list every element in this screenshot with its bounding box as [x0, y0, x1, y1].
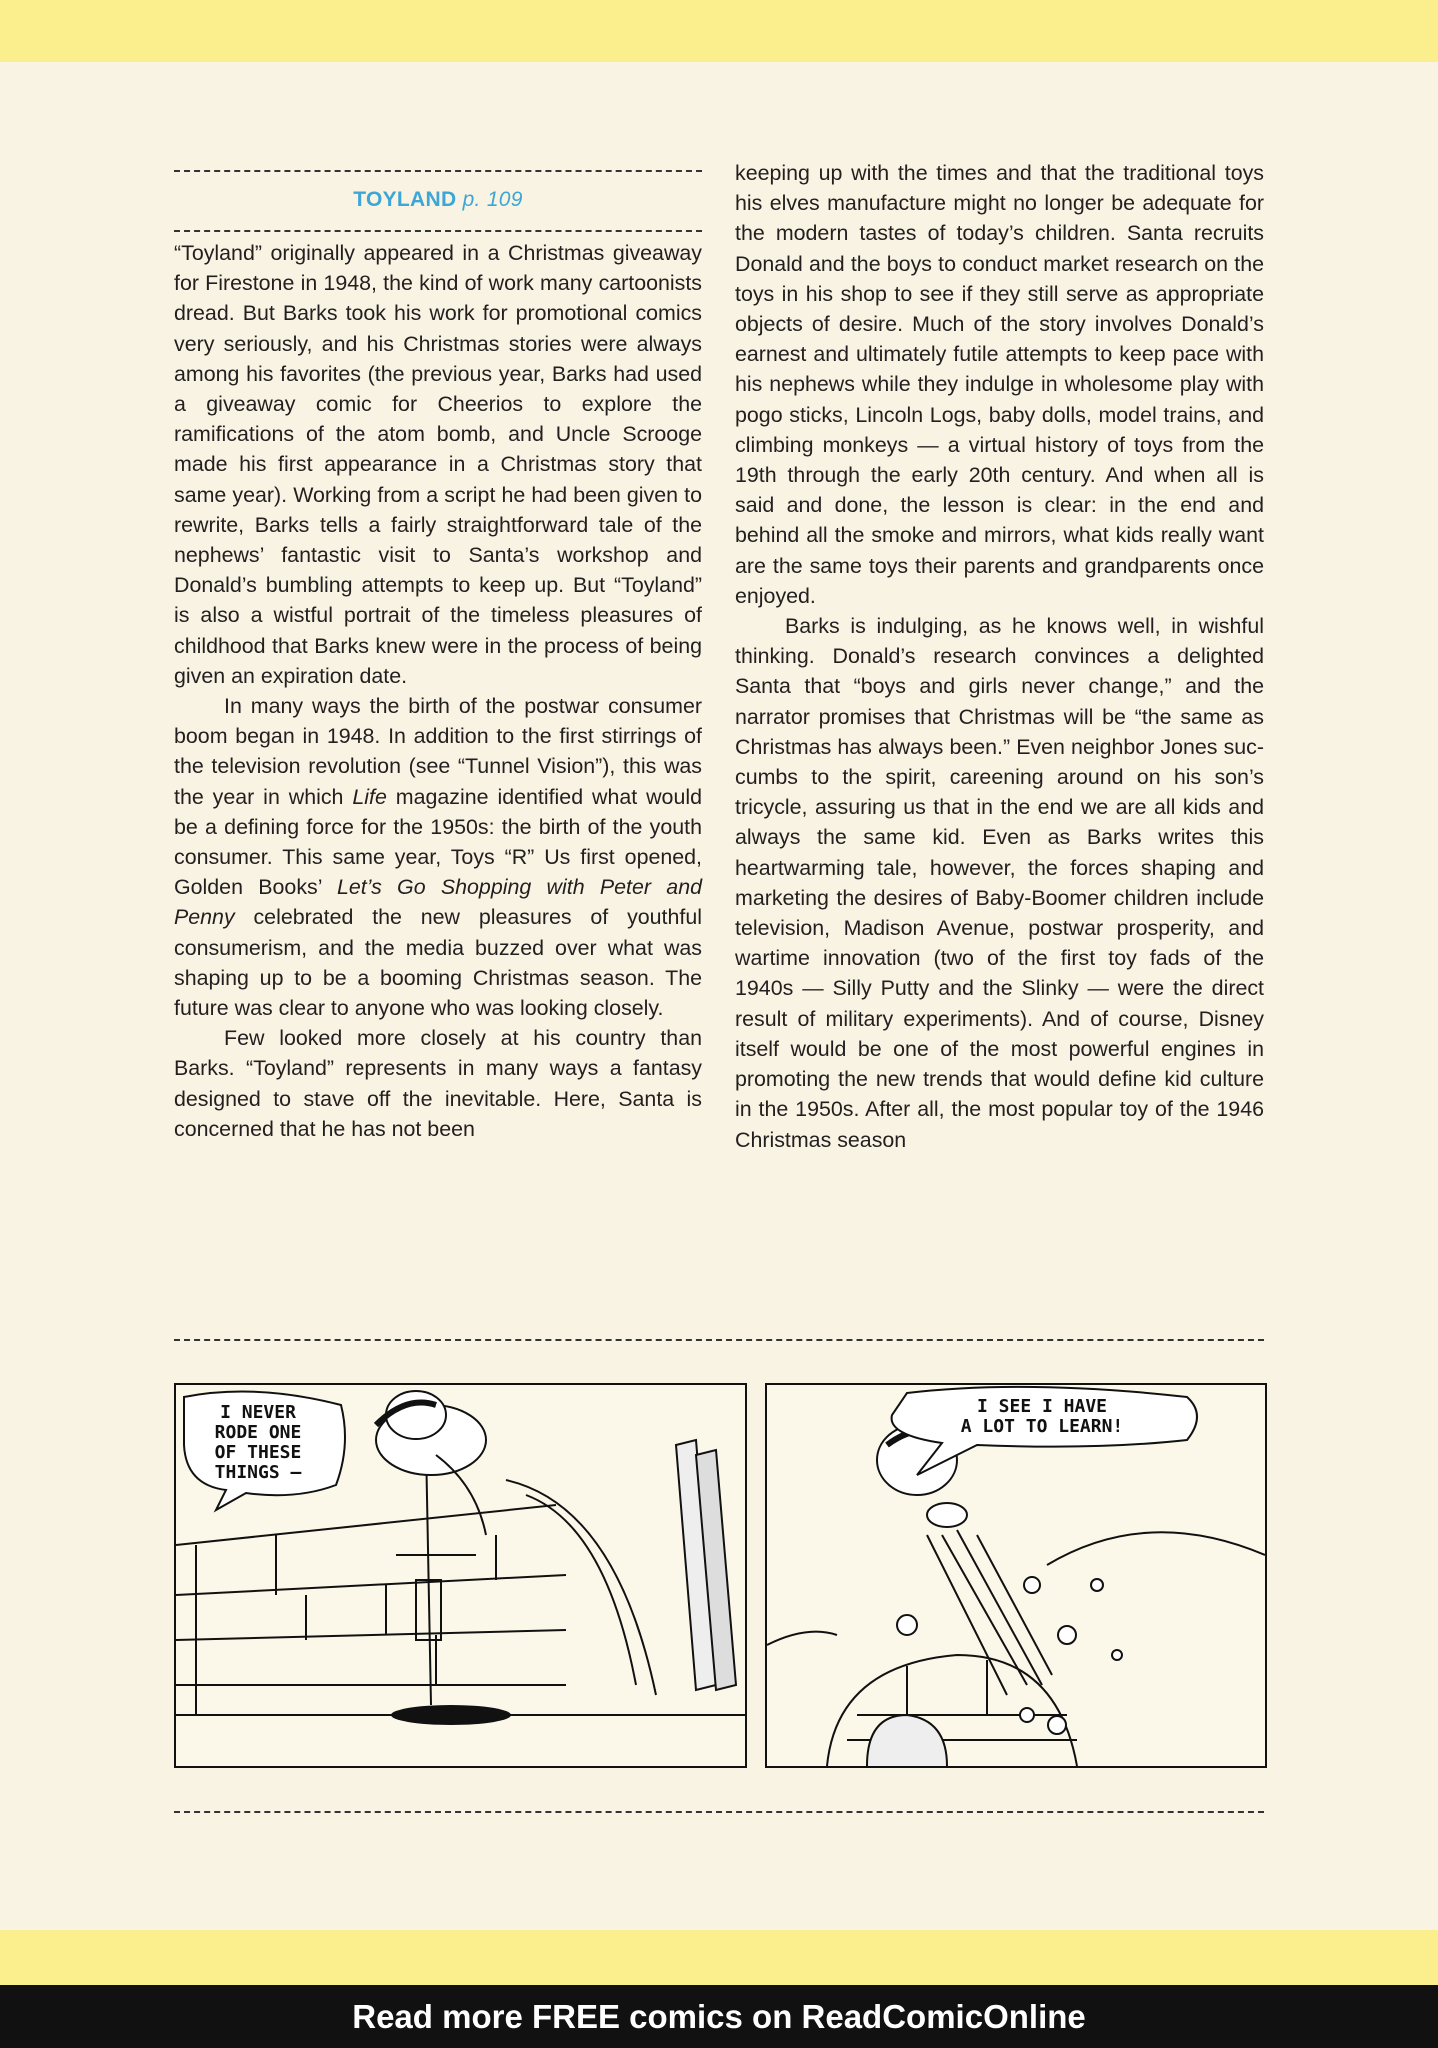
paragraph: In many ways the birth of the postwar consumer boom began in 1948. In addition to the first stirrings of the television revolution (see “Tunnel Vision”), this was the year in which Life magazine identified what would be a defining force for the 1950s: the birth of the youth consumer. This same year, Toys “R” Us first opened, Golden Books’ Let’s Go Shopping with Peter and Penny celebrated the new pleasures of youthful consumerism, and the media buzzed over what was shaping up to be a booming Christmas season. The future was clear to anyone who was looking closely. [174, 694, 702, 1021]
dashed-rule [174, 170, 702, 172]
comic-panel-crash [765, 1383, 1267, 1768]
section-heading [174, 188, 702, 212]
text-column-left [174, 238, 702, 1144]
footer-banner[interactable] [0, 1985, 1438, 2048]
dashed-rule [174, 230, 702, 232]
paragraph: keeping up with the times and that the traditional toys his elves manufacture might no longer be adequate for the modern tastes of today’s children. Santa recruits Donald and the boys to conduct market research on the toys in his shop to see if they still serve as appropriate objects of desire. Much of the story involves Donald’s earnest and ultimately futile attempts to keep pace with his nephews while they indulge in wholesome play with pogo sticks, Lincoln Logs, baby dolls, model trains, and climbing monkeys — a virtual history of toys from the 19th through the early 20th century. And when all is said and done, the lesson is clear: in the end and behind all the smoke and mirrors, what kids really want are the same toys their parents and grandparents once enjoyed. [735, 161, 1264, 608]
speech-bubble-text: I SEE I HAVE A LOT TO LEARN! [960, 1396, 1124, 1437]
section-title: TOYLAND [353, 188, 457, 211]
comic-panel-pogo [174, 1383, 747, 1768]
paragraph: Few looked more closely at his country than Barks. “Toyland” represents in many ways a fantasy designed to stave off the inevitable. Here, Santa is concerned that he has not been [174, 1026, 702, 1141]
top-color-band [0, 0, 1438, 62]
dashed-rule [174, 1339, 1264, 1341]
text-column-right [735, 158, 1264, 1155]
paragraph: Barks is indulging, as he knows well, in wishful thinking. Donald’s research convinces a delighted Santa that “boys and girls never change,” and the narrator promises that Christmas will be “the same as Christmas has always been.” Even neighbor Jones succumbs to the spirit, careening around on his son’s tricycle, assuring us that in the end we are all kids and always the same kid. Even as Barks writes this heartwarming tale, however, the forces shaping and marketing the desires of Baby-Boomer children include television, Madison Avenue, postwar prosperity, and wartime innovation (two of the first toy fads of the 1940s — Silly Putty and the Slinky — were the direct result of military experiments). And of course, Disney itself would be one of the most powerful engines in promoting the new trends that would define kid culture in the 1950s. After all, the most popular toy of the 1946 Christmas season [735, 614, 1264, 1152]
speech-bubble-text: I NEVER RODE ONE OF THESE THINGS — [214, 1402, 302, 1483]
dashed-rule [174, 1811, 1264, 1813]
section-page-ref: p. 109 [462, 188, 523, 211]
paragraph: “Toyland” originally appeared in a Christmas giveaway for Firestone in 1948, the kind of work many cartoonists dread. But Barks took his work for promotional comics very seriously, and his Christmas stories were always among his favorites (the previous year, Barks had used a giveaway comic for Cheerios to explore the ramifications of the atom bomb, and Uncle Scrooge made his first appearance in a Christmas story that same year). Working from a script he had been given to rewrite, Barks tells a fairly straightforward tale of the nephews’ fantastic visit to Santa’s workshop and Donald’s bumbling attempts to keep up. But “Toyland” is also a wistful portrait of the timeless pleasures of childhood that Barks knew were in the process of being given an expiration date. [174, 241, 702, 688]
crash-illustration [767, 1385, 1265, 1766]
bottom-color-band [0, 1930, 1438, 1985]
footer-banner-text: Read more FREE comics on ReadComicOnline [352, 1997, 1086, 2035]
